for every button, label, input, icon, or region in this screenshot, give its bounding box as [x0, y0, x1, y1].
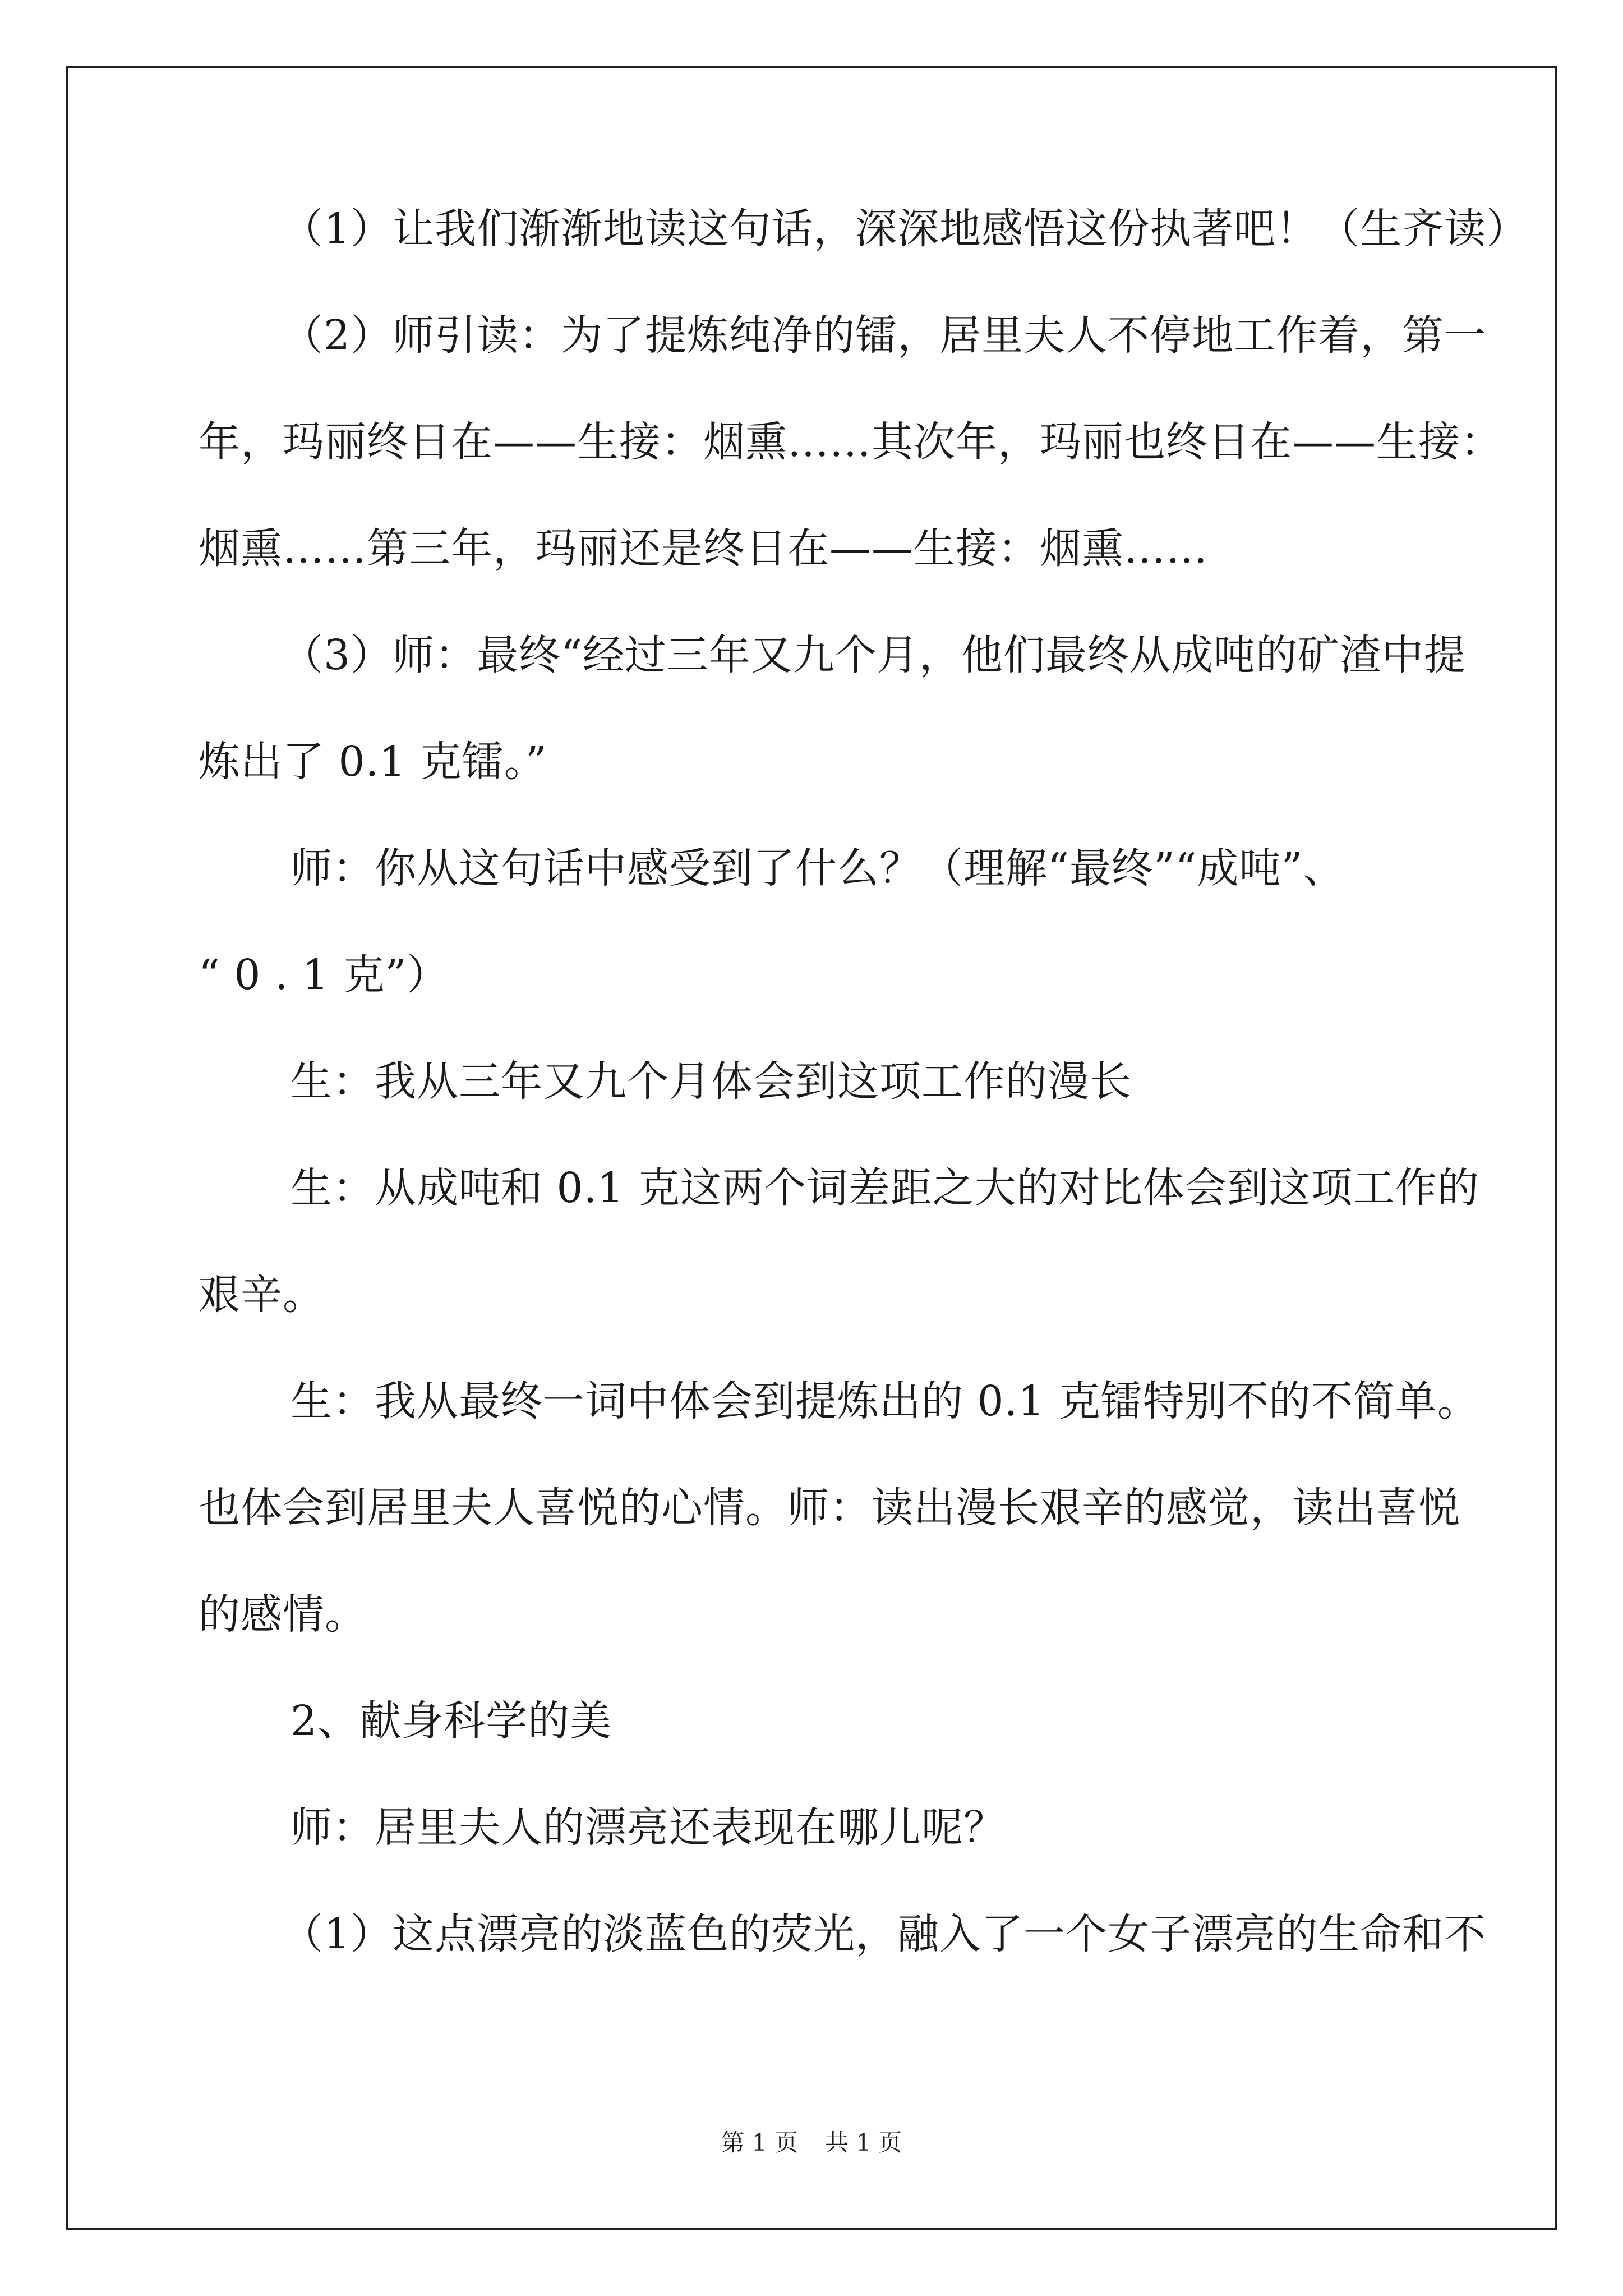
paragraph-line: 生：我从最终一词中体会到提炼出的 0.1 克镭特别不的不简单。: [291, 1377, 1479, 1425]
paragraph-line: 炼出了 0.1 克镭。”: [199, 738, 547, 786]
section-heading: 2、献身科学的美: [291, 1697, 612, 1745]
paragraph-line: 也体会到居里夫人喜悦的心情。师：读出漫长艰辛的感觉，读出喜悦: [199, 1484, 1460, 1532]
paragraph-line: “ 0 . 1 克”）: [199, 951, 449, 999]
page-footer: [0, 2127, 1623, 2159]
paragraph-line: 师：你从这句话中感受到了什么？（理解“最终”“成吨”、: [291, 844, 1345, 892]
page-number: 第 1 页: [721, 2129, 798, 2156]
paragraph-line: 艰辛。: [199, 1271, 325, 1319]
paragraph-line: （1）让我们渐渐地读这句话，深深地感悟这份执著吧！（生齐读）: [282, 205, 1529, 253]
paragraph-line: 的感情。: [199, 1590, 367, 1639]
paragraph-line: 生：我从三年又九个月体会到这项工作的漫长: [291, 1057, 1132, 1106]
page-total: 共 1 页: [825, 2129, 902, 2156]
paragraph-line: 年，玛丽终日在——生接：烟熏……其次年，玛丽也终日在——生接：: [199, 418, 1502, 466]
paragraph-line: 生：从成吨和 0.1 克这两个词差距之大的对比体会到这项工作的: [291, 1164, 1479, 1212]
paragraph-line: （1）这点漂亮的淡蓝色的荧光，融入了一个女子漂亮的生命和不: [282, 1910, 1487, 1958]
document-body: [199, 202, 1529, 2014]
paragraph-line: 烟熏……第三年，玛丽还是终日在——生接：烟熏……: [199, 524, 1208, 573]
paragraph-line: 师：居里夫人的漂亮还表现在哪儿呢？: [291, 1803, 1006, 1852]
paragraph-line: （3）师：最终“经过三年又九个月，他们最终从成吨的矿渣中提: [282, 631, 1466, 679]
paragraph-line: （2）师引读：为了提炼纯净的镭，居里夫人不停地工作着，第一: [282, 311, 1487, 360]
